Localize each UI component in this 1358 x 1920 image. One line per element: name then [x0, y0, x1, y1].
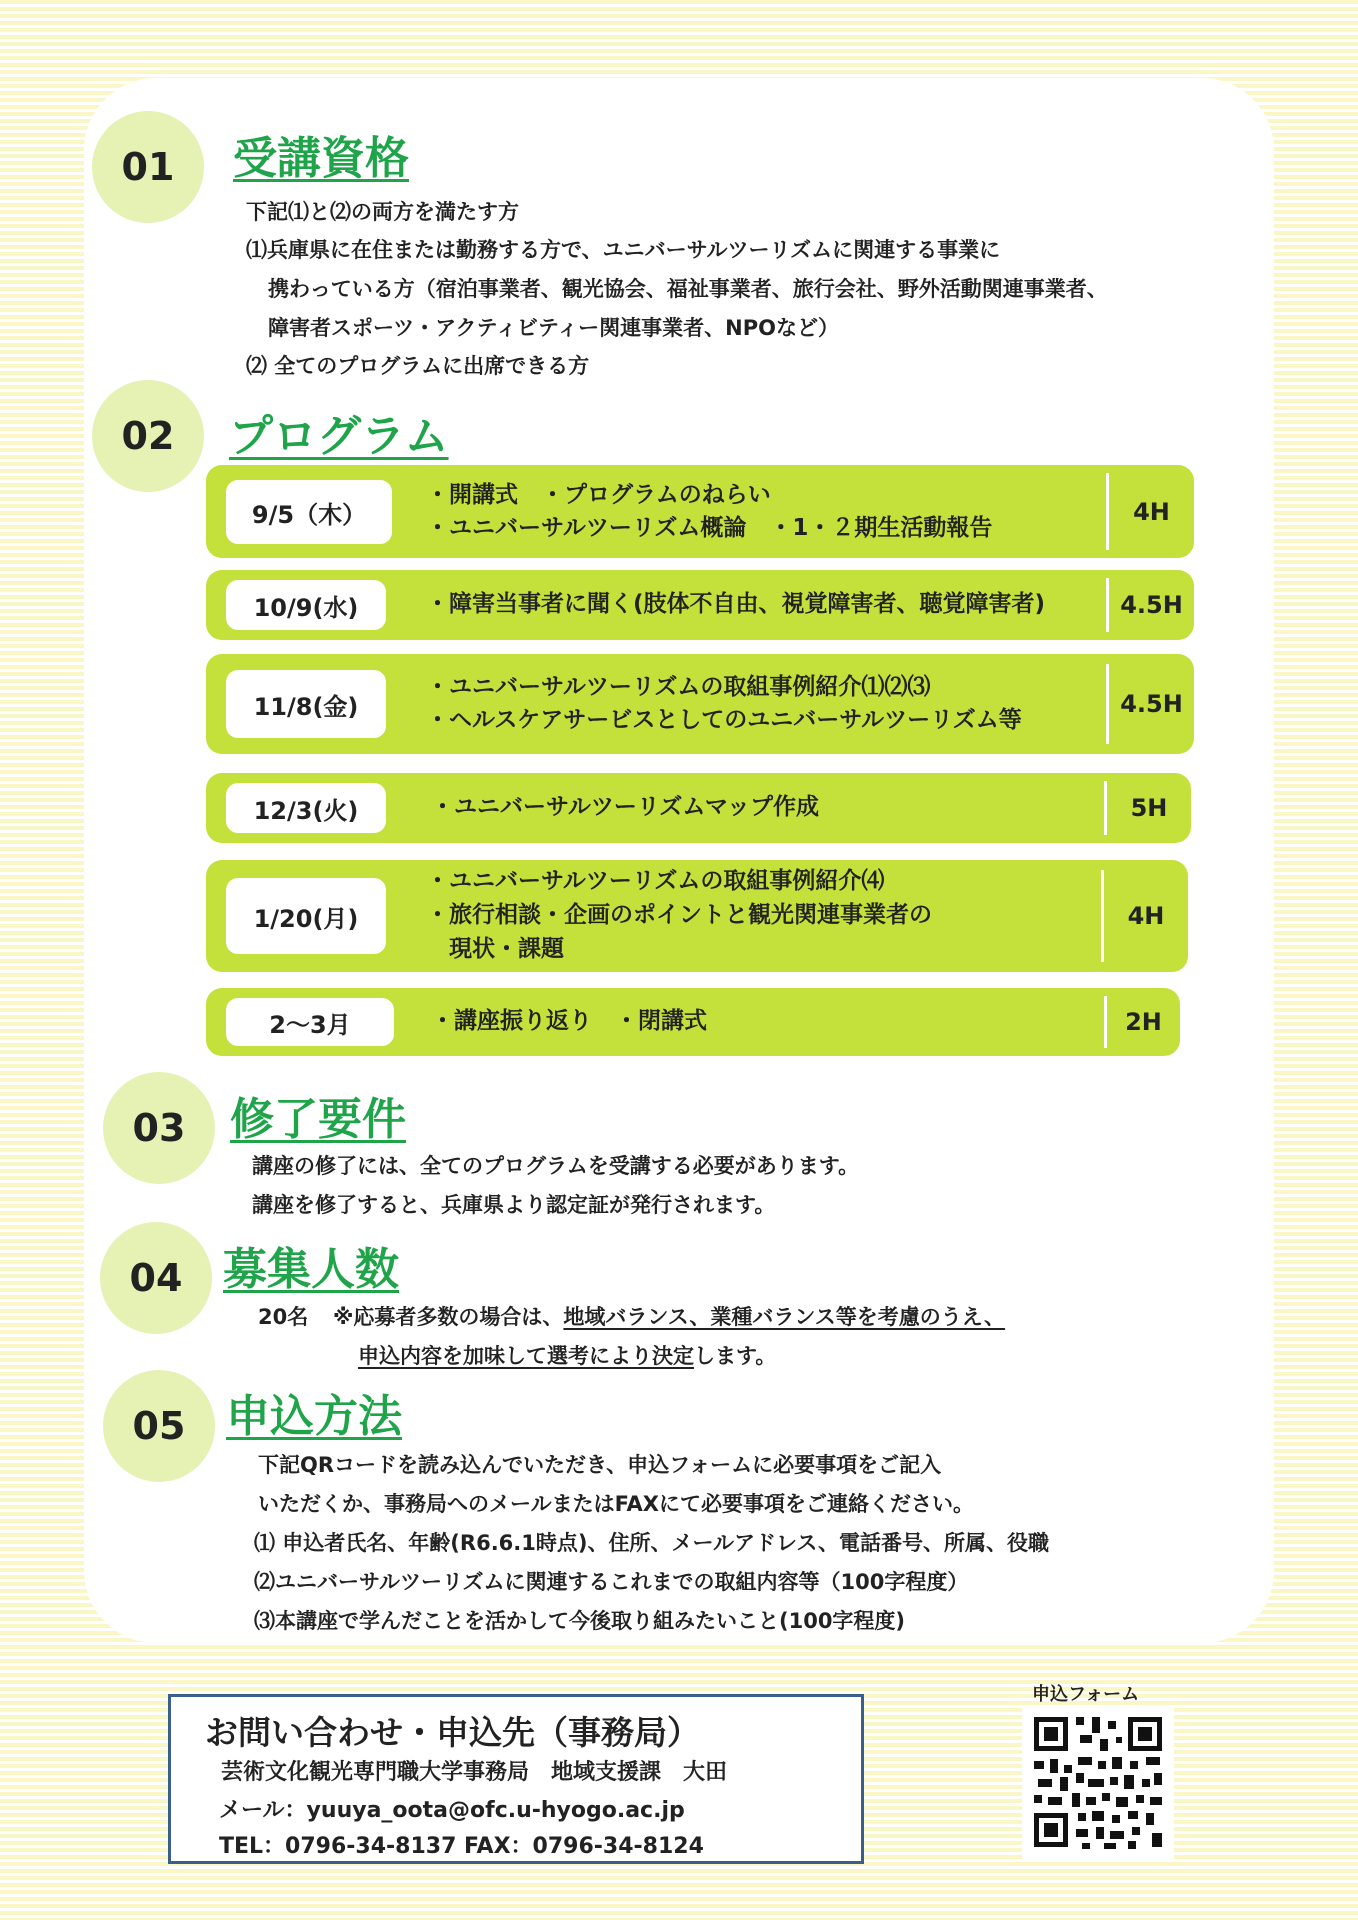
qr-code-graphic: [1022, 1707, 1174, 1859]
program-date: 11/8(金): [226, 670, 386, 738]
program-topic-line: ・ユニバーサルツーリズムの取組事例紹介⑴⑵⑶: [426, 674, 931, 700]
section-03-title: 修了要件: [230, 1094, 406, 1145]
section-01-title: 受講資格: [233, 133, 409, 184]
contact-box: [168, 1694, 864, 1864]
section-03-line-1: 講座の修了には、全てのプログラムを受講する必要があります。: [252, 1154, 860, 1178]
section-05-line-5: ⑶本講座で学んだことを活かして今後取り組みたいこと(100字程度): [254, 1609, 906, 1633]
section-05-line-1: 下記QRコードを読み込んでいただき、申込フォームに必要事項をご記入: [258, 1453, 942, 1477]
program-topic-line: ・ユニバーサルツーリズムの取組事例紹介⑷: [426, 868, 885, 894]
program-hours: 4.5H: [1120, 591, 1183, 619]
contact-office: 芸術文化観光専門職大学事務局 地域支援課 大田: [221, 1760, 728, 1785]
qr-code-icon[interactable]: [1022, 1707, 1174, 1859]
note-underlined: 申込内容を加味して選考により決定: [358, 1344, 694, 1368]
program-topic-line: ・開講式 ・プログラムのねらい: [426, 482, 771, 508]
section-03-line-2: 講座を修了すると、兵庫県より認定証が発行されます。: [252, 1193, 776, 1217]
section-05-title: 申込方法: [226, 1391, 402, 1442]
section-04-title: 募集人数: [223, 1244, 399, 1295]
section-04-number: 04: [100, 1222, 212, 1334]
section-01-line-1: 下記⑴と⑵の両方を満たす方: [246, 200, 519, 224]
program-topic-line: 現状・課題: [426, 936, 564, 962]
program-hours: 5H: [1130, 794, 1168, 822]
section-02-number: 02: [92, 380, 204, 492]
program-row-2: [206, 570, 1194, 640]
section-01-line-2: ⑴兵庫県に在住または勤務する方で、ユニバーサルツーリズムに関連する事業に: [246, 238, 1001, 262]
program-hours: 4.5H: [1120, 690, 1183, 718]
note-prefix: ※応募者多数の場合は、: [333, 1305, 564, 1329]
section-03-number: 03: [103, 1072, 215, 1184]
program-date: 1/20(月): [226, 878, 386, 954]
section-05-line-2: いただくか、事務局へのメールまたはFAXにて必要事項をご連絡ください。: [258, 1492, 974, 1516]
section-05-number: 05: [103, 1370, 215, 1482]
section-04-note-line-1: [333, 1301, 1005, 1331]
program-hours: 4H: [1133, 497, 1170, 526]
program-hours: 4H: [1127, 902, 1165, 930]
contact-email[interactable]: メール：yuuya_oota@ofc.u-hyogo.ac.jp: [219, 1798, 685, 1823]
program-row-5: [206, 860, 1188, 972]
program-topic-line: ・ヘルスケアサービスとしてのユニバーサルツーリズム等: [426, 707, 1022, 733]
section-01-line-5: ⑵ 全てのプログラムに出席できる方: [246, 354, 590, 378]
program-date: 2～3月: [226, 998, 394, 1046]
section-01-number: 01: [92, 111, 204, 223]
section-04-count: 20名: [258, 1305, 309, 1329]
program-topic-line: ・障害当事者に聞く(肢体不自由、視覚障害者、聴覚障害者): [426, 591, 1046, 617]
program-topic-line: ・ユニバーサルツーリズムマップ作成: [431, 794, 820, 820]
section-05-line-4: ⑵ユニバーサルツーリズムに関連するこれまでの取組内容等（100字程度）: [254, 1570, 969, 1594]
program-date: 9/5（木）: [226, 480, 392, 544]
qr-label: 申込フォーム: [1032, 1684, 1140, 1705]
program-row-4: [206, 773, 1191, 843]
section-01-line-4: 障害者スポーツ・アクティビティー関連事業者、NPOなど）: [268, 316, 839, 340]
section-02-title: プログラム: [229, 411, 449, 462]
note-suffix: します。: [694, 1344, 777, 1368]
program-date: 10/9(水): [226, 580, 386, 630]
program-date: 12/3(火): [226, 783, 386, 833]
program-row-6: [206, 988, 1180, 1056]
program-topic-line: ・ユニバーサルツーリズム概論 ・1・２期生活動報告: [426, 515, 993, 541]
section-04-note-line-2: [358, 1340, 776, 1370]
contact-phone: TEL：0796-34-8137 FAX：0796-34-8124: [219, 1834, 704, 1859]
section-01-line-3: 携わっている方（宿泊事業者、観光協会、福祉事業者、旅行会社、野外活動関連事業者、: [268, 277, 1108, 301]
note-underlined: 地域バランス、業種バランス等を考慮のうえ、: [563, 1305, 1006, 1329]
contact-title: お問い合わせ・申込先（事務局）: [205, 1713, 700, 1752]
section-05-line-3: ⑴ 申込者氏名、年齢(R6.6.1時点)、住所、メールアドレス、電話番号、所属、役職: [254, 1531, 1050, 1555]
program-row-1: [206, 465, 1194, 558]
program-topic-line: ・旅行相談・企画のポイントと観光関連事業者の: [426, 902, 932, 928]
program-row-3: [206, 654, 1194, 754]
program-topic-line: ・講座振り返り ・閉講式: [431, 1008, 707, 1034]
program-hours: 2H: [1125, 1008, 1162, 1036]
